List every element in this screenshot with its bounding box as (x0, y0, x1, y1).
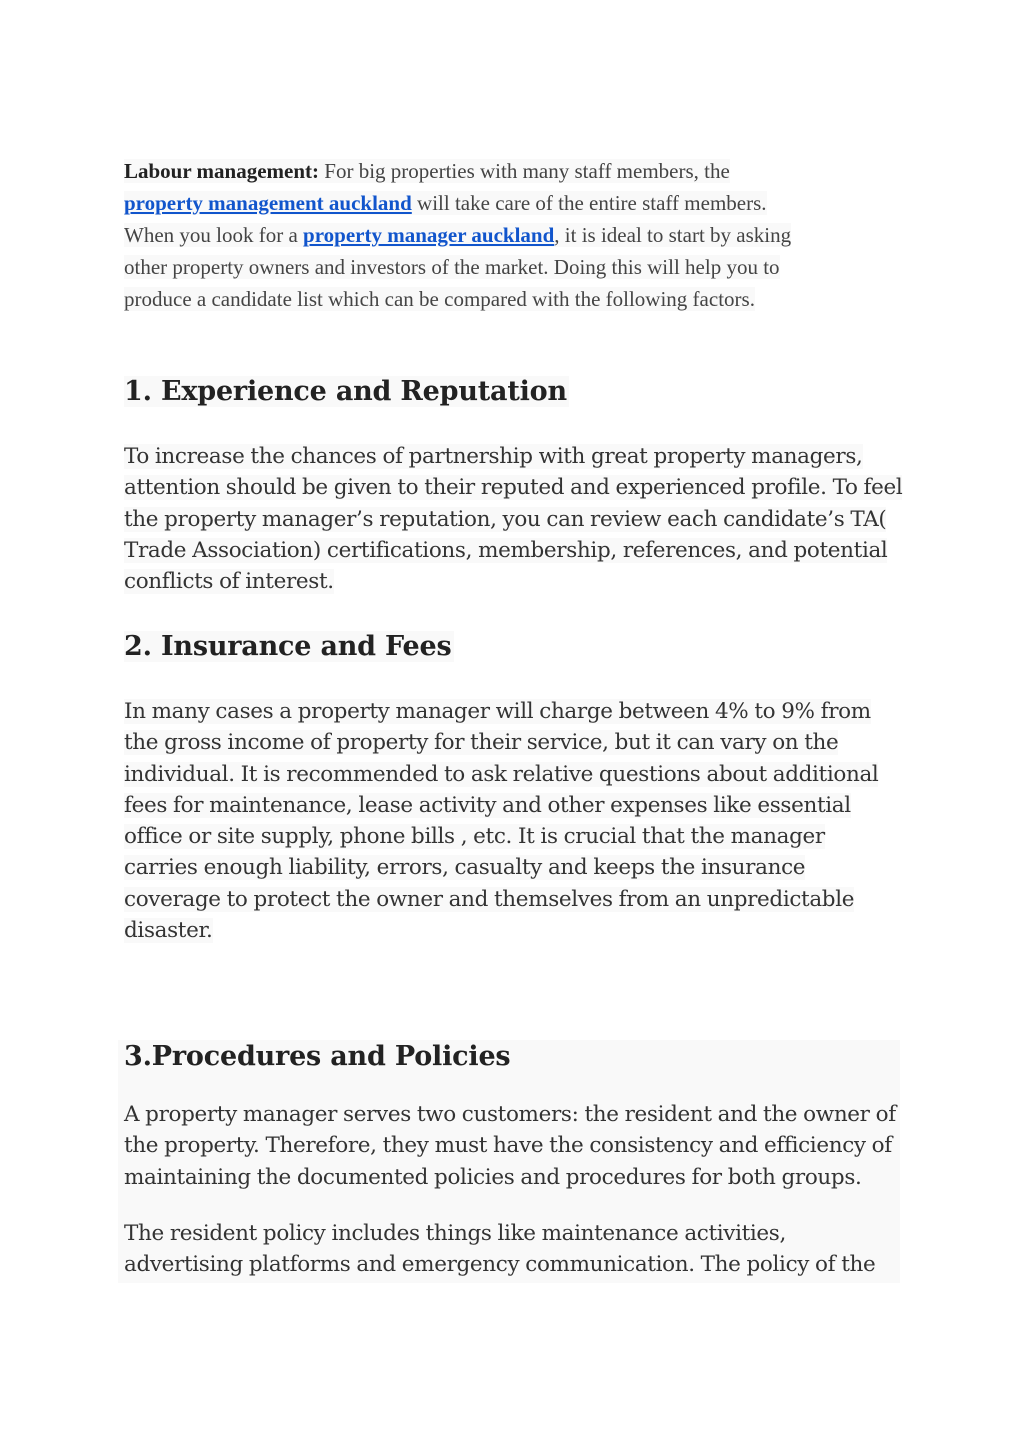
property-manager-auckland-link[interactable]: property manager auckland (303, 223, 555, 247)
section-2-paragraph: In many cases a property manager will charge between 4% to 9% from the gross income of property for their service, but it can vary on the individual. It is recommended to ask relative questions about additional fees for maintenance, lease activity and other expenses like essential office or site supply, phone bills , etc. It is crucial that the manager carries enough liability, errors, casualty and keeps the insurance coverage to protect the owner and themselves from an unpredictable disaster. (124, 699, 879, 944)
section-1-paragraph: To increase the chances of partnership with great property managers, attention should be given to their reputed and experienced profile. To feel the property manager’s reputation, you can review each candidate’s TA( Trade Association) certifications, membership, references, and potential conflicts of interest. (124, 444, 903, 595)
intro-lead-text: For big properties with many staff members, the (319, 159, 730, 183)
intro-line-2 (124, 191, 767, 215)
section-3-paragraph-1: A property manager serves two customers: the resident and the owner of the property. Therefore, they must have the consistency and efficiency of maintaining the documented policies and procedures for both groups. (124, 1102, 896, 1190)
intro-line-5: produce a candidate list which can be compared with the following factors. (124, 287, 755, 311)
intro-after-link1: will take care of the entire staff members. (411, 191, 767, 215)
property-management-auckland-link[interactable]: property management auckland (124, 191, 412, 215)
intro-line-1 (124, 159, 730, 183)
section-1-title: 1. Experience and Reputation (124, 376, 567, 407)
intro-paragraph (124, 155, 904, 315)
intro-after-link2: , it is ideal to start by asking (554, 223, 792, 247)
section-3-title: 3.Procedures and Policies (124, 1041, 511, 1072)
intro-line-3 (124, 223, 791, 247)
section-3-paragraph-2: The resident policy includes things like maintenance activities, advertising platforms and emergency communication. The policy of the (124, 1221, 876, 1278)
section-2-title: 2. Insurance and Fees (124, 631, 452, 662)
intro-line-4: other property owners and investors of the market. Doing this will help you to (124, 255, 780, 279)
intro-line3-start: When you look for a (124, 223, 304, 247)
intro-lead-bold: Labour management: (124, 159, 320, 183)
